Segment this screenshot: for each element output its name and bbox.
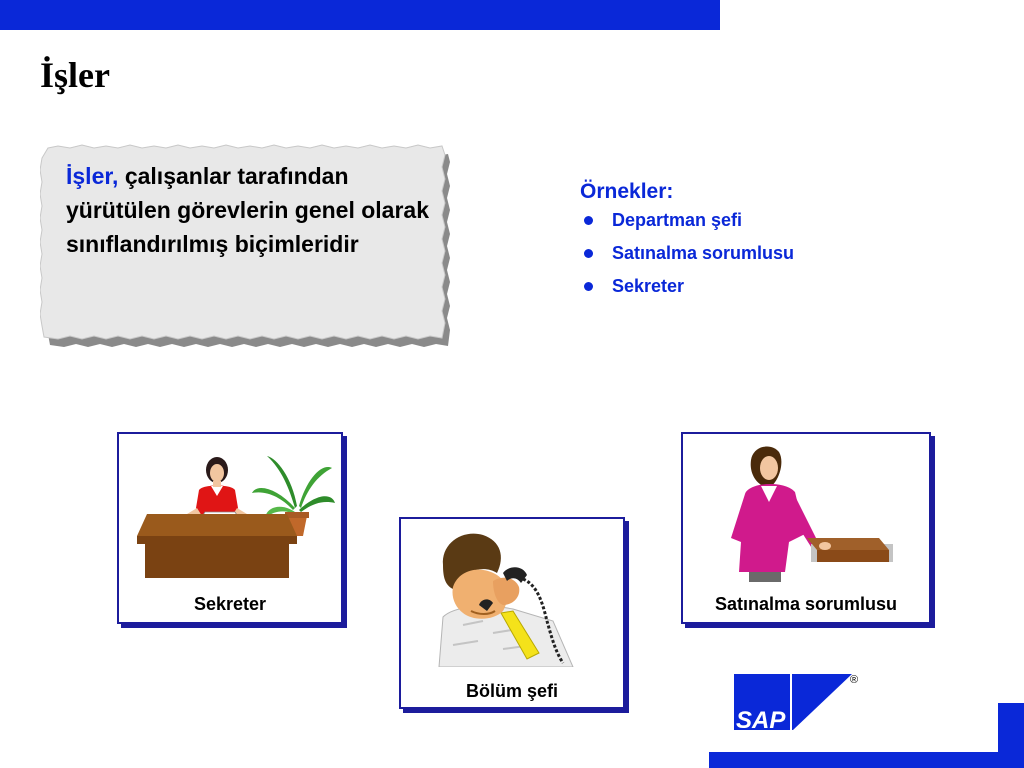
card-caption: Satınalma sorumlusu bbox=[714, 594, 898, 614]
sap-logo bbox=[734, 674, 864, 732]
woman-with-box-illustration bbox=[709, 442, 909, 582]
definition-box bbox=[40, 143, 446, 344]
top-accent-bar bbox=[0, 0, 720, 30]
definition-text bbox=[66, 159, 436, 261]
examples-heading: Örnekler: bbox=[580, 180, 674, 203]
card-purchasing bbox=[681, 432, 931, 624]
definition-body: çalışanlar tarafından yürütülen görevlerin genel olarak sınıflandırılmış biçimleridir bbox=[66, 163, 429, 257]
card-caption: Sekreter bbox=[193, 594, 267, 614]
man-on-phone-illustration bbox=[423, 525, 603, 667]
corner-accent-vertical bbox=[998, 703, 1024, 753]
bullet-icon bbox=[584, 249, 593, 258]
list-item: Sekreter bbox=[580, 276, 794, 309]
list-item: Departman şefi bbox=[580, 210, 794, 243]
list-item: Satınalma sorumlusu bbox=[580, 243, 794, 276]
secretary-at-desk-illustration bbox=[127, 448, 337, 586]
bullet-icon bbox=[584, 282, 593, 291]
sap-logo-text: SAP bbox=[736, 707, 786, 732]
registered-mark: ® bbox=[850, 674, 859, 686]
slide-title: İşler bbox=[40, 55, 110, 95]
corner-accent-horizontal bbox=[709, 752, 1024, 768]
card-caption: Bölüm şefi bbox=[465, 681, 558, 701]
card-secretary bbox=[117, 432, 343, 624]
definition-term: İşler, bbox=[66, 163, 119, 189]
card-department-head bbox=[399, 517, 625, 709]
bullet-icon bbox=[584, 216, 593, 225]
examples-list bbox=[580, 180, 794, 309]
